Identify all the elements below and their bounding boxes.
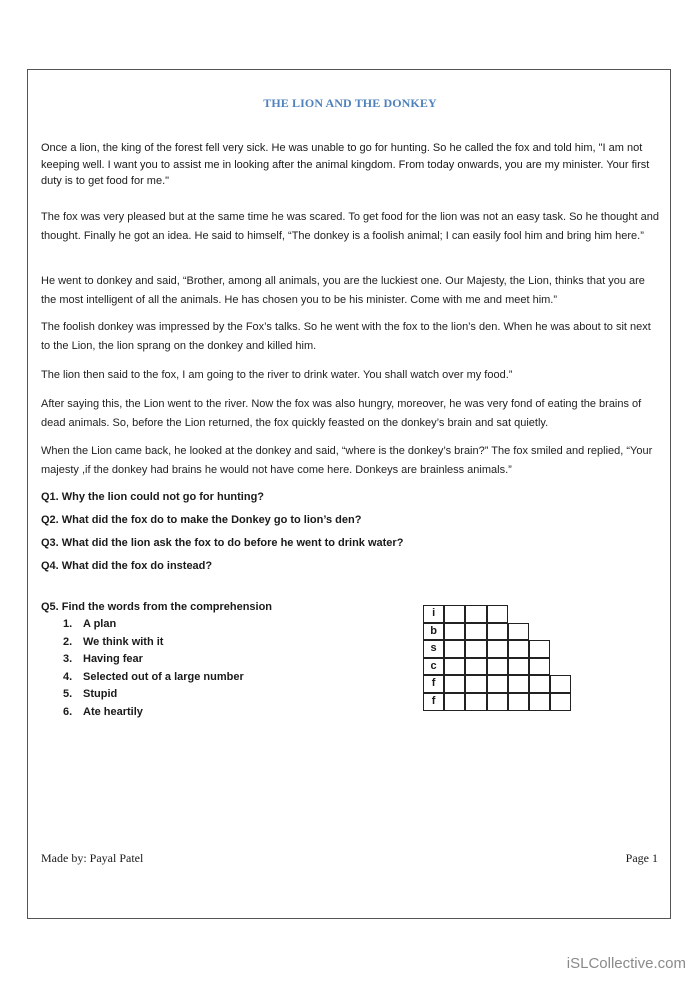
grid-answer-cell[interactable] [508, 658, 529, 676]
question-2: Q2. What did the fox do to make the Donkey go to lion’s den? [41, 514, 362, 526]
grid-answer-cell[interactable] [444, 658, 465, 676]
grid-answer-cell[interactable] [444, 605, 465, 623]
grid-answer-cell[interactable] [465, 640, 486, 658]
grid-answer-cell[interactable] [529, 675, 550, 693]
story-paragraph: The foolish donkey was impressed by the Fox’s talks. So he went with the fox to the lion’s den. When he was about to sit next to the Lion, the lion sprang on the donkey and killed him. [41, 321, 651, 352]
grid-answer-cell[interactable] [508, 640, 529, 658]
grid-letter-cell: b [423, 623, 444, 641]
grid-letter-cell: f [423, 675, 444, 693]
grid-letter-cell: f [423, 693, 444, 711]
list-item: 3. Having fear [63, 653, 143, 666]
grid-answer-cell[interactable] [465, 675, 486, 693]
list-item: 1. A plan [63, 618, 117, 630]
grid-answer-cell[interactable] [444, 640, 465, 658]
question-1: Q1. Why the lion could not go for hunting? [41, 491, 265, 503]
question-4: Q4. What did the fox do instead? [41, 560, 213, 572]
grid-answer-cell[interactable] [465, 623, 486, 641]
grid-answer-cell[interactable] [529, 640, 550, 658]
grid-answer-cell[interactable] [487, 675, 508, 693]
story-paragraph: When the Lion came back, he looked at the donkey and said, “where is the donkey’s brain?” The fox smiled and replied, “Your majesty ,if the donkey had brains he would not have come here. Donkeys are brainless animals.” [41, 445, 653, 476]
grid-answer-cell[interactable] [508, 693, 529, 711]
grid-answer-cell[interactable] [444, 623, 465, 641]
grid-answer-cell[interactable] [465, 605, 486, 623]
question-5-heading: Q5. Find the words from the comprehension [41, 601, 273, 613]
story-paragraph: The fox was very pleased but at the same time he was scared. To get food for the lion was not an easy task. So he thought and thought. Finally he got an idea. He said to himself, “The donkey is a foolish animal; I can easily fool him and bring him here.” [41, 211, 659, 242]
grid-letter-cell: i [423, 605, 444, 623]
list-item: 4. Selected out of a large number [63, 670, 244, 683]
grid-answer-cell[interactable] [550, 675, 571, 693]
grid-answer-cell[interactable] [487, 658, 508, 676]
q5-word-list [63, 616, 244, 722]
grid-letter-cell: s [423, 640, 444, 658]
author-credit: Made by: Payal Patel [41, 851, 144, 865]
list-item: 6. Ate heartily [63, 705, 143, 718]
grid-answer-cell[interactable] [444, 675, 465, 693]
story-paragraph: The lion then said to the fox, I am going to the river to drink water. You shall watch over my food.” [41, 369, 513, 381]
story-paragraph: He went to donkey and said, “Brother, among all animals, you are the luckiest one. Our Majesty, the Lion, thinks that you are the most intelligent of all the animals. He has chosen you to be his minister. Come with me and meet him.” [41, 275, 645, 306]
grid-answer-cell[interactable] [487, 693, 508, 711]
list-item: 5. Stupid [63, 688, 118, 701]
grid-answer-cell[interactable] [508, 623, 529, 641]
grid-answer-cell[interactable] [444, 693, 465, 711]
grid-answer-cell[interactable] [487, 640, 508, 658]
grid-answer-cell[interactable] [529, 693, 550, 711]
question-3: Q3. What did the lion ask the fox to do before he went to drink water? [41, 537, 404, 549]
grid-answer-cell[interactable] [550, 693, 571, 711]
story-title: THE LION AND THE DONKEY [263, 96, 437, 110]
grid-letter-cell: c [423, 658, 444, 676]
grid-answer-cell[interactable] [465, 658, 486, 676]
page-number: Page 1 [625, 851, 658, 865]
site-watermark: iSLCollective.com [566, 955, 686, 972]
story-paragraph: After saying this, the Lion went to the river. Now the fox was also hungry, moreover, he was very fond of eating the brains of dead animals. So, before the Lion returned, the fox quickly feasted on the donkey’s brain and sat quietly. [41, 398, 642, 429]
grid-answer-cell[interactable] [529, 658, 550, 676]
grid-answer-cell[interactable] [508, 675, 529, 693]
intro-paragraph: Once a lion, the king of the forest fell very sick. He was unable to go for hunting. So he called the fox and told him, "I am not keeping well. I want you to assist me in looking after the animal kingdom. From today onwards, you are my minister. Your first duty is to get food for me." [41, 142, 650, 187]
grid-answer-cell[interactable] [487, 605, 508, 623]
list-item: 2. We think with it [63, 635, 164, 648]
grid-answer-cell[interactable] [465, 693, 486, 711]
grid-answer-cell[interactable] [487, 623, 508, 641]
